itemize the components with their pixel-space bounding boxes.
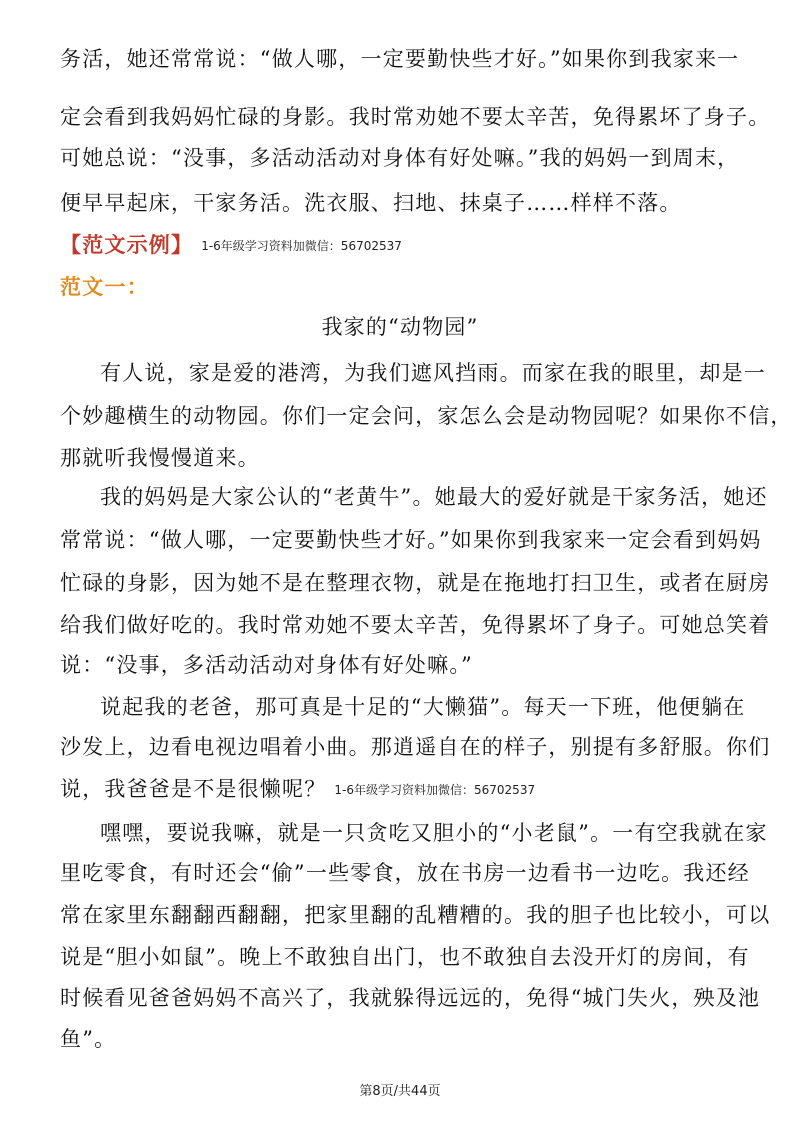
paragraph-line: 鱼”。 bbox=[60, 1027, 117, 1051]
watermark-text: 1-6年级学习资料加微信：56702537 bbox=[334, 783, 536, 797]
essay-title: 我家的“动物园” bbox=[321, 315, 479, 339]
paragraph-line: 我的妈妈是大家公认的“老黄牛”。她最大的爱好就是干家务活，她还 bbox=[100, 485, 768, 509]
paragraph-line: 那就听我慢慢道来。 bbox=[60, 446, 260, 470]
page-number: 第8页/共44页 bbox=[359, 1084, 441, 1099]
intro-line: 便早早起床，干家务活。洗衣服、扫地、抹桌子……样样不落。 bbox=[60, 191, 682, 215]
section-heading: 【范文示例】 bbox=[60, 232, 194, 257]
intro-line: 务活，她还常常说：“做人哪，一定要勤快些才好。”如果你到我家来一 bbox=[60, 47, 740, 71]
paragraph-line: 里吃零食，有时还会“偷”一些零食，放在书房一边看书一边吃。我还经 bbox=[60, 861, 750, 885]
essay-label: 范文一： bbox=[60, 274, 149, 299]
paragraph-line bbox=[60, 774, 750, 805]
paragraph-line: 说是“胆小如鼠”。晚上不敢独自出门，也不敢独自去没开灯的房间，有 bbox=[60, 945, 750, 969]
paragraph-line: 常在家里东翻翻西翻翻，把家里翻的乱糟糟的。我的胆子也比较小，可以 bbox=[60, 903, 771, 927]
paragraph-line: 时候看见爸爸妈妈不高兴了，我就躲得远远的，免得“城门失火，殃及池 bbox=[60, 986, 761, 1010]
intro-line: 定会看到我妈妈忙碌的身影。我时常劝她不要太辛苦，免得累坏了身子。 bbox=[60, 105, 771, 129]
paragraph-line: 说：“没事，多活动活动对身体有好处嘛。” bbox=[60, 653, 473, 677]
paragraph-line: 个妙趣横生的动物园。你们一定会问，家怎么会是动物园呢？如果你不信， bbox=[60, 404, 793, 428]
watermark-text: 1-6年级学习资料加微信：56702537 bbox=[201, 239, 402, 253]
paragraph-text: 说，我爸爸是不是很懒呢？ bbox=[60, 777, 327, 801]
paragraph-line: 给我们做好吃的。我时常劝她不要太辛苦，免得累坏了身子。可她总笑着 bbox=[60, 613, 771, 637]
paragraph-line: 说起我的老爸，那可真是十足的“大懒猫”。每天一下班，他便躺在 bbox=[100, 695, 746, 719]
paragraph-line: 嘿嘿，要说我嘛，就是一只贪吃又胆小的“小老鼠”。一有空我就在家 bbox=[100, 821, 768, 845]
paragraph-line: 常常说：“做人哪，一定要勤快些才好。”如果你到我家来一定会看到妈妈 bbox=[60, 528, 762, 552]
section-heading-line bbox=[60, 230, 750, 261]
paragraph-line: 有人说，家是爱的港湾，为我们遮风挡雨。而家在我的眼里，却是一 bbox=[100, 361, 766, 385]
paragraph-line: 忙碌的身影，因为她不是在整理衣物，就是在拖地打扫卫生，或者在厨房 bbox=[60, 571, 771, 595]
paragraph-line: 沙发上，边看电视边唱着小曲。那逍遥自在的样子，别提有多舒服。你们 bbox=[60, 735, 771, 759]
intro-line: 可她总说：“没事，多活动活动对身体有好处嘛。”我的妈妈一到周末， bbox=[60, 146, 740, 170]
